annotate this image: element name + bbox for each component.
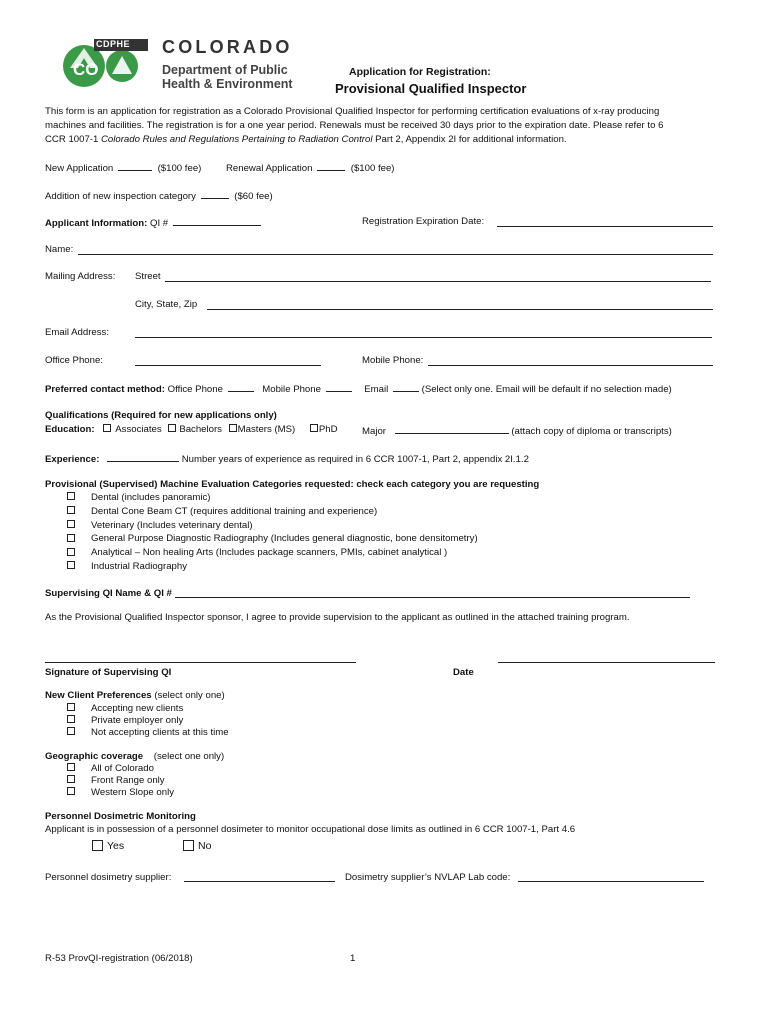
date-label: Date [453, 667, 474, 678]
contact-mobile-label: Mobile Phone [262, 384, 321, 395]
form-id: R-53 ProvQI-registration (06/2018) [45, 953, 193, 964]
nvlap-code-field[interactable] [518, 881, 704, 882]
dosimetry-supplier-field[interactable] [184, 881, 335, 882]
intro-line1: This form is an application for registration as a Colorado Provisional Qualified Inspector for performing certification evaluations of x-ray producing [45, 106, 660, 117]
intro-line3: CCR 1007-1 Colorado Rules and Regulations Pertaining to Radiation Control Part 2, Appendix 2I for additional information. [45, 134, 567, 145]
category-checkbox[interactable] [67, 561, 75, 569]
logo-text [162, 36, 293, 91]
phd-label: PhD [318, 424, 338, 435]
client-preference-checkbox[interactable] [67, 703, 75, 711]
logo-org: COLORADO [162, 37, 293, 57]
category-label: Dental (includes panoramic) [91, 492, 211, 503]
nvlap-code-label: Dosimetry supplier’s NVLAP Lab code: [345, 872, 511, 883]
sponsor-statement: As the Provisional Qualified Inspector sponsor, I agree to provide supervision to the applicant as outlined in the attached training program. [45, 612, 630, 623]
geographic-item [67, 787, 174, 799]
experience-field[interactable] [107, 452, 179, 462]
qi-number-label: QI # [147, 218, 169, 229]
street-label: Street [135, 271, 161, 282]
contact-method-row [45, 382, 672, 396]
client-preference-item [67, 703, 229, 715]
geographic-checkbox[interactable] [67, 775, 75, 783]
categories-list [67, 492, 478, 575]
experience-row [45, 452, 529, 466]
form-subtitle: Provisional Qualified Inspector [335, 81, 527, 96]
geographic-item [67, 775, 174, 787]
masters-label: Masters (MS) [237, 424, 296, 435]
form-title: Application for Registration: [349, 66, 491, 78]
bachelors-label: Bachelors [179, 424, 222, 435]
office-phone-field[interactable] [135, 365, 321, 366]
dosimeter-yes-label: Yes [107, 840, 125, 852]
client-preference-checkbox[interactable] [67, 715, 75, 723]
contact-email-field[interactable] [393, 382, 419, 392]
addition-category-fee: ($60 fee) [234, 191, 273, 202]
client-preferences-heading: New Client Preferences [45, 690, 152, 701]
client-preferences-heading-row [45, 690, 225, 702]
client-preference-item [67, 727, 229, 739]
experience-note: Number years of experience as required in 6 CCR 1007-1, Part 2, appendix 2I.1.2 [181, 454, 529, 465]
city-state-zip-field[interactable] [207, 309, 713, 310]
addition-category-field[interactable] [201, 189, 229, 199]
client-preference-label: Accepting new clients [91, 703, 184, 714]
experience-label: Experience: [45, 454, 100, 465]
new-application-fee: ($100 fee) [157, 163, 202, 174]
dosimetry-supplier-label: Personnel dosimetry supplier: [45, 872, 172, 883]
category-label: Analytical – Non healing Arts (Includes package scanners, PMIs, cabinet analytical ) [91, 547, 448, 559]
email-address-label: Email Address: [45, 327, 109, 338]
signature-label: Signature of Supervising QI [45, 667, 172, 678]
category-checkbox[interactable] [67, 506, 75, 514]
category-checkbox[interactable] [67, 520, 75, 528]
category-label: Industrial Radiography [91, 560, 187, 572]
email-address-field[interactable] [135, 337, 712, 338]
associates-label: Associates [115, 424, 162, 435]
major-note: (attach copy of diploma or transcripts) [511, 426, 672, 437]
date-field[interactable] [498, 662, 715, 663]
category-label: Dental Cone Beam CT (requires additional training and experience) [91, 505, 378, 517]
applicant-qi-row [45, 216, 261, 230]
education-row [45, 424, 338, 436]
dosimeter-no-label: No [198, 840, 212, 852]
client-preference-checkbox[interactable] [67, 727, 75, 735]
contact-email-label: Email [364, 384, 389, 395]
geographic-label: Western Slope only [91, 787, 175, 798]
renewal-application-row [226, 161, 394, 175]
geographic-coverage-note: (select one only) [143, 751, 225, 762]
logo-initials: CO [73, 60, 99, 79]
contact-office-label: Office Phone [164, 384, 223, 395]
category-label: General Purpose Diagnostic Radiography (Includes general diagnostic, bone densitometry) [91, 533, 478, 545]
client-preferences-note: (select only one) [151, 690, 225, 701]
dosimetry-heading: Personnel Dosimetric Monitoring [45, 811, 196, 822]
contact-mobile-field[interactable] [326, 382, 352, 392]
dosimeter-no-option [183, 840, 211, 854]
bachelors-checkbox[interactable] [168, 424, 176, 432]
major-field[interactable] [395, 424, 509, 434]
new-application-field[interactable] [118, 161, 152, 171]
intro-line2: machines and facilities. The registration is for a one year period. Renewals must be received 30 days prior to the expiration date. Please refer to 6 [45, 120, 664, 131]
phd-checkbox[interactable] [310, 424, 318, 432]
categories-heading: Provisional (Supervised) Machine Evaluation Categories requested: check each category you are requesting [45, 479, 540, 490]
category-item [67, 547, 478, 561]
client-preferences-list [67, 703, 229, 739]
contact-method-label: Preferred contact method: [45, 384, 165, 395]
page-number: 1 [350, 953, 356, 964]
logo-dept-line1: Department of Public [162, 63, 288, 78]
qi-number-field[interactable] [173, 216, 261, 226]
supervising-qi-label: Supervising QI Name & QI # [45, 588, 172, 599]
renewal-application-fee: ($100 fee) [350, 163, 395, 174]
category-item [67, 506, 478, 520]
office-phone-label: Office Phone: [45, 355, 103, 366]
applicant-info-label: Applicant Information: [45, 218, 148, 229]
category-checkbox[interactable] [67, 534, 75, 542]
dosimetry-statement: Applicant is in possession of a personnel dosimeter to monitor occupational dose limits as outlined in 6 CCR 1007-1, Part 4.6 [45, 824, 576, 835]
geographic-checkbox[interactable] [67, 763, 75, 771]
category-item [67, 492, 478, 506]
client-preference-label: Not accepting clients at this time [91, 727, 229, 738]
geographic-label: Front Range only [91, 775, 165, 786]
category-item [67, 561, 478, 575]
logo-dept-line2: Health & Environment [162, 77, 293, 92]
major-row [362, 424, 672, 438]
cdphe-logo [60, 38, 160, 88]
new-application-row [45, 161, 201, 175]
geographic-coverage-heading-row [45, 751, 224, 763]
registration-expiration-label: Registration Expiration Date: [362, 216, 485, 227]
signature-field[interactable] [45, 662, 356, 663]
addition-category-row [45, 189, 273, 203]
client-preference-label: Private employer only [91, 715, 184, 726]
regulation-title: Colorado Rules and Regulations Pertaining to Radiation Control [101, 134, 373, 145]
name-field[interactable] [78, 254, 713, 255]
dosimeter-yes-option [92, 840, 124, 854]
masters-checkbox[interactable] [229, 424, 237, 432]
logo-badge: CDPHE [96, 39, 131, 49]
supervising-qi-field[interactable] [175, 597, 690, 598]
contact-office-field[interactable] [228, 382, 254, 392]
associates-checkbox[interactable] [103, 424, 111, 432]
major-label: Major [362, 426, 386, 437]
client-preference-item [67, 715, 229, 727]
registration-expiration-field[interactable] [497, 226, 713, 227]
street-field[interactable] [165, 281, 711, 282]
mobile-phone-label: Mobile Phone: [362, 355, 424, 366]
category-item [67, 520, 478, 534]
category-item [67, 533, 478, 547]
renewal-application-label: Renewal Application [226, 163, 313, 174]
addition-category-label: Addition of new inspection category [45, 191, 196, 202]
dosimeter-yes-checkbox[interactable] [92, 840, 103, 851]
geographic-checkbox[interactable] [67, 787, 75, 795]
geographic-coverage-heading: Geographic coverage [45, 751, 144, 762]
geographic-coverage-list [67, 763, 174, 799]
name-label: Name: [45, 244, 74, 255]
geographic-label: All of Colorado [91, 763, 154, 774]
qualifications-heading: Qualifications (Required for new applications only) [45, 410, 277, 421]
contact-method-note: (Select only one. Email will be default if no selection made) [421, 384, 672, 395]
geographic-item [67, 763, 174, 775]
city-state-zip-label: City, State, Zip [135, 299, 198, 310]
education-label: Education: [45, 424, 95, 435]
new-application-label: New Application [45, 163, 114, 174]
mobile-phone-field[interactable] [428, 365, 713, 366]
mailing-address-label: Mailing Address: [45, 271, 116, 282]
dosimeter-no-checkbox[interactable] [183, 840, 194, 851]
renewal-application-field[interactable] [317, 161, 345, 171]
category-checkbox[interactable] [67, 548, 75, 556]
category-label: Veterinary (Includes veterinary dental) [91, 519, 253, 531]
category-checkbox[interactable] [67, 492, 75, 500]
